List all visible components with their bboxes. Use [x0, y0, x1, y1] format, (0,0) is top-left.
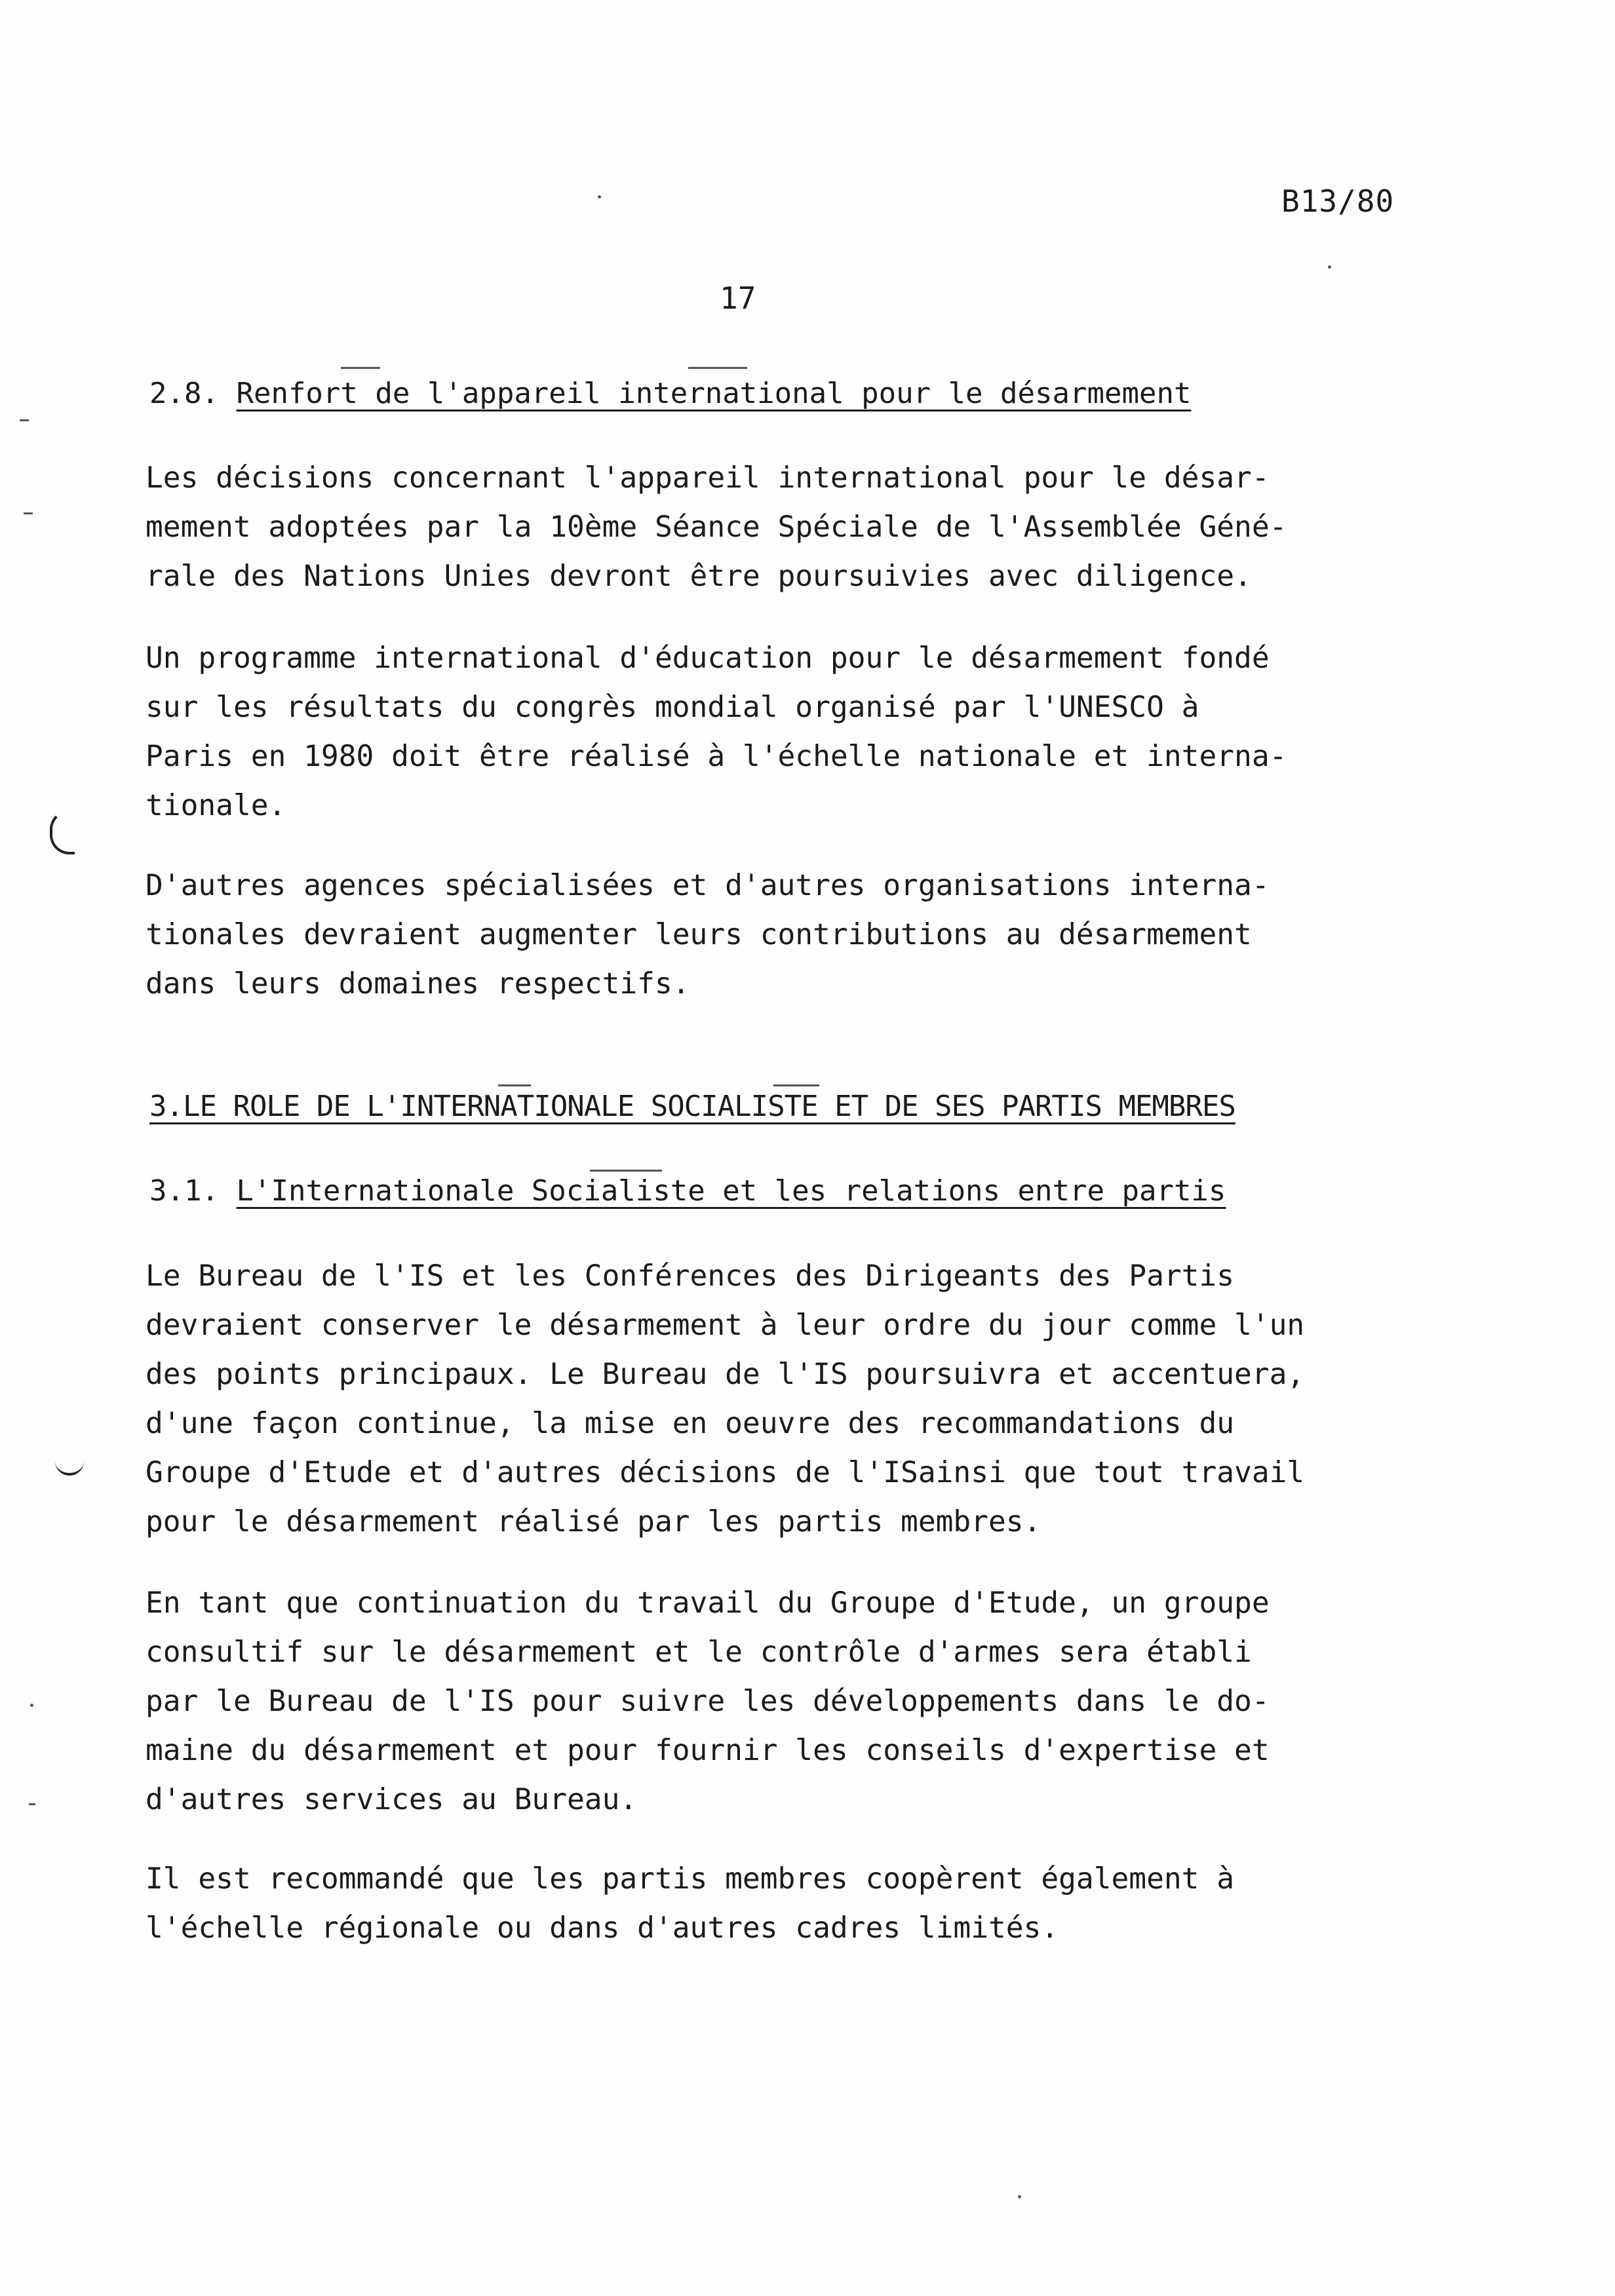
text-line: Groupe d'Etude et d'autres décisions de l'ISainsi que tout travail	[146, 1456, 1305, 1489]
scan-artifact	[341, 367, 380, 369]
scan-speck	[598, 195, 601, 199]
section-number: 3.	[149, 1090, 183, 1123]
text-line: par le Bureau de l'IS pour suivre les développements dans le do-	[146, 1685, 1270, 1718]
scan-speck	[1018, 2195, 1021, 2198]
paragraph	[146, 861, 1456, 1008]
text-line: l'échelle régionale ou dans d'autres cadres limités.	[146, 1911, 1059, 1945]
paragraph	[146, 634, 1456, 830]
section-number: 3.1.	[149, 1174, 219, 1208]
scan-artifact	[590, 1170, 662, 1172]
text-line: pour le désarmement réalisé par les partis membres.	[146, 1505, 1041, 1539]
scan-speck	[30, 1704, 33, 1707]
margin-curve-mark	[55, 1460, 84, 1476]
section-heading-2-8	[149, 377, 1191, 410]
section-title: Renfort de l'appareil international pour le désarmement	[236, 377, 1192, 410]
text-line: des points principaux. Le Bureau de l'IS poursuivra et accentuera,	[146, 1358, 1305, 1391]
margin-mark	[20, 419, 29, 421]
scan-artifact	[688, 367, 747, 369]
text-line: sur les résultats du congrès mondial organisé par l'UNESCO à	[146, 691, 1199, 724]
paragraph	[146, 1578, 1456, 1824]
scan-artifact	[498, 1084, 531, 1086]
text-line: Paris en 1980 doit être réalisé à l'échelle nationale et interna-	[146, 740, 1287, 773]
text-line: devraient conserver le désarmement à leur ordre du jour comme l'un	[146, 1309, 1305, 1342]
margin-bracket-mark	[50, 810, 75, 854]
text-line: d'autres services au Bureau.	[146, 1783, 638, 1816]
text-line: mement adoptées par la 10ème Séance Spéciale de l'Assemblée Géné-	[146, 510, 1287, 544]
text-line: consultif sur le désarmement et le contrôle d'armes sera établi	[146, 1636, 1252, 1669]
text-line: Le Bureau de l'IS et les Conférences des Dirigeants des Partis	[146, 1259, 1235, 1293]
text-line: En tant que continuation du travail du Groupe d'Etude, un groupe	[146, 1586, 1270, 1620]
document-reference: B13/80	[1281, 183, 1395, 219]
text-line: D'autres agences spécialisées et d'autres organisations interna-	[146, 869, 1270, 902]
text-line: Un programme international d'éducation pour le désarmement fondé	[146, 641, 1270, 675]
page-number: 17	[720, 280, 756, 316]
text-line: Il est recommandé que les partis membres coopèrent également à	[146, 1862, 1235, 1896]
scan-speck	[1328, 265, 1331, 269]
text-line: rale des Nations Unies devront être poursuivies avec diligence.	[146, 560, 1252, 593]
paragraph	[146, 453, 1456, 601]
section-heading-3	[149, 1090, 1236, 1123]
scan-artifact	[773, 1084, 819, 1086]
section-title: L'Internationale Socialiste et les relations entre partis	[236, 1174, 1226, 1208]
text-line: dans leurs domaines respectifs.	[146, 967, 690, 1001]
section-title: LE ROLE DE L'INTERNATIONALE SOCIALISTE ET DE SES PARTIS MEMBRES	[182, 1090, 1236, 1123]
margin-mark	[24, 512, 33, 514]
paragraph	[146, 1854, 1456, 1953]
text-line: tionale.	[146, 789, 286, 822]
section-heading-3-1	[149, 1174, 1226, 1208]
text-line: Les décisions concernant l'appareil international pour le désar-	[146, 461, 1270, 495]
text-line: d'une façon continue, la mise en oeuvre des recommandations du	[146, 1407, 1235, 1440]
text-line: tionales devraient augmenter leurs contributions au désarmement	[146, 918, 1252, 951]
text-line: maine du désarmement et pour fournir les conseils d'expertise et	[146, 1734, 1270, 1767]
paragraph	[146, 1252, 1456, 1546]
section-number: 2.8.	[149, 377, 219, 410]
margin-mark	[29, 1803, 35, 1805]
